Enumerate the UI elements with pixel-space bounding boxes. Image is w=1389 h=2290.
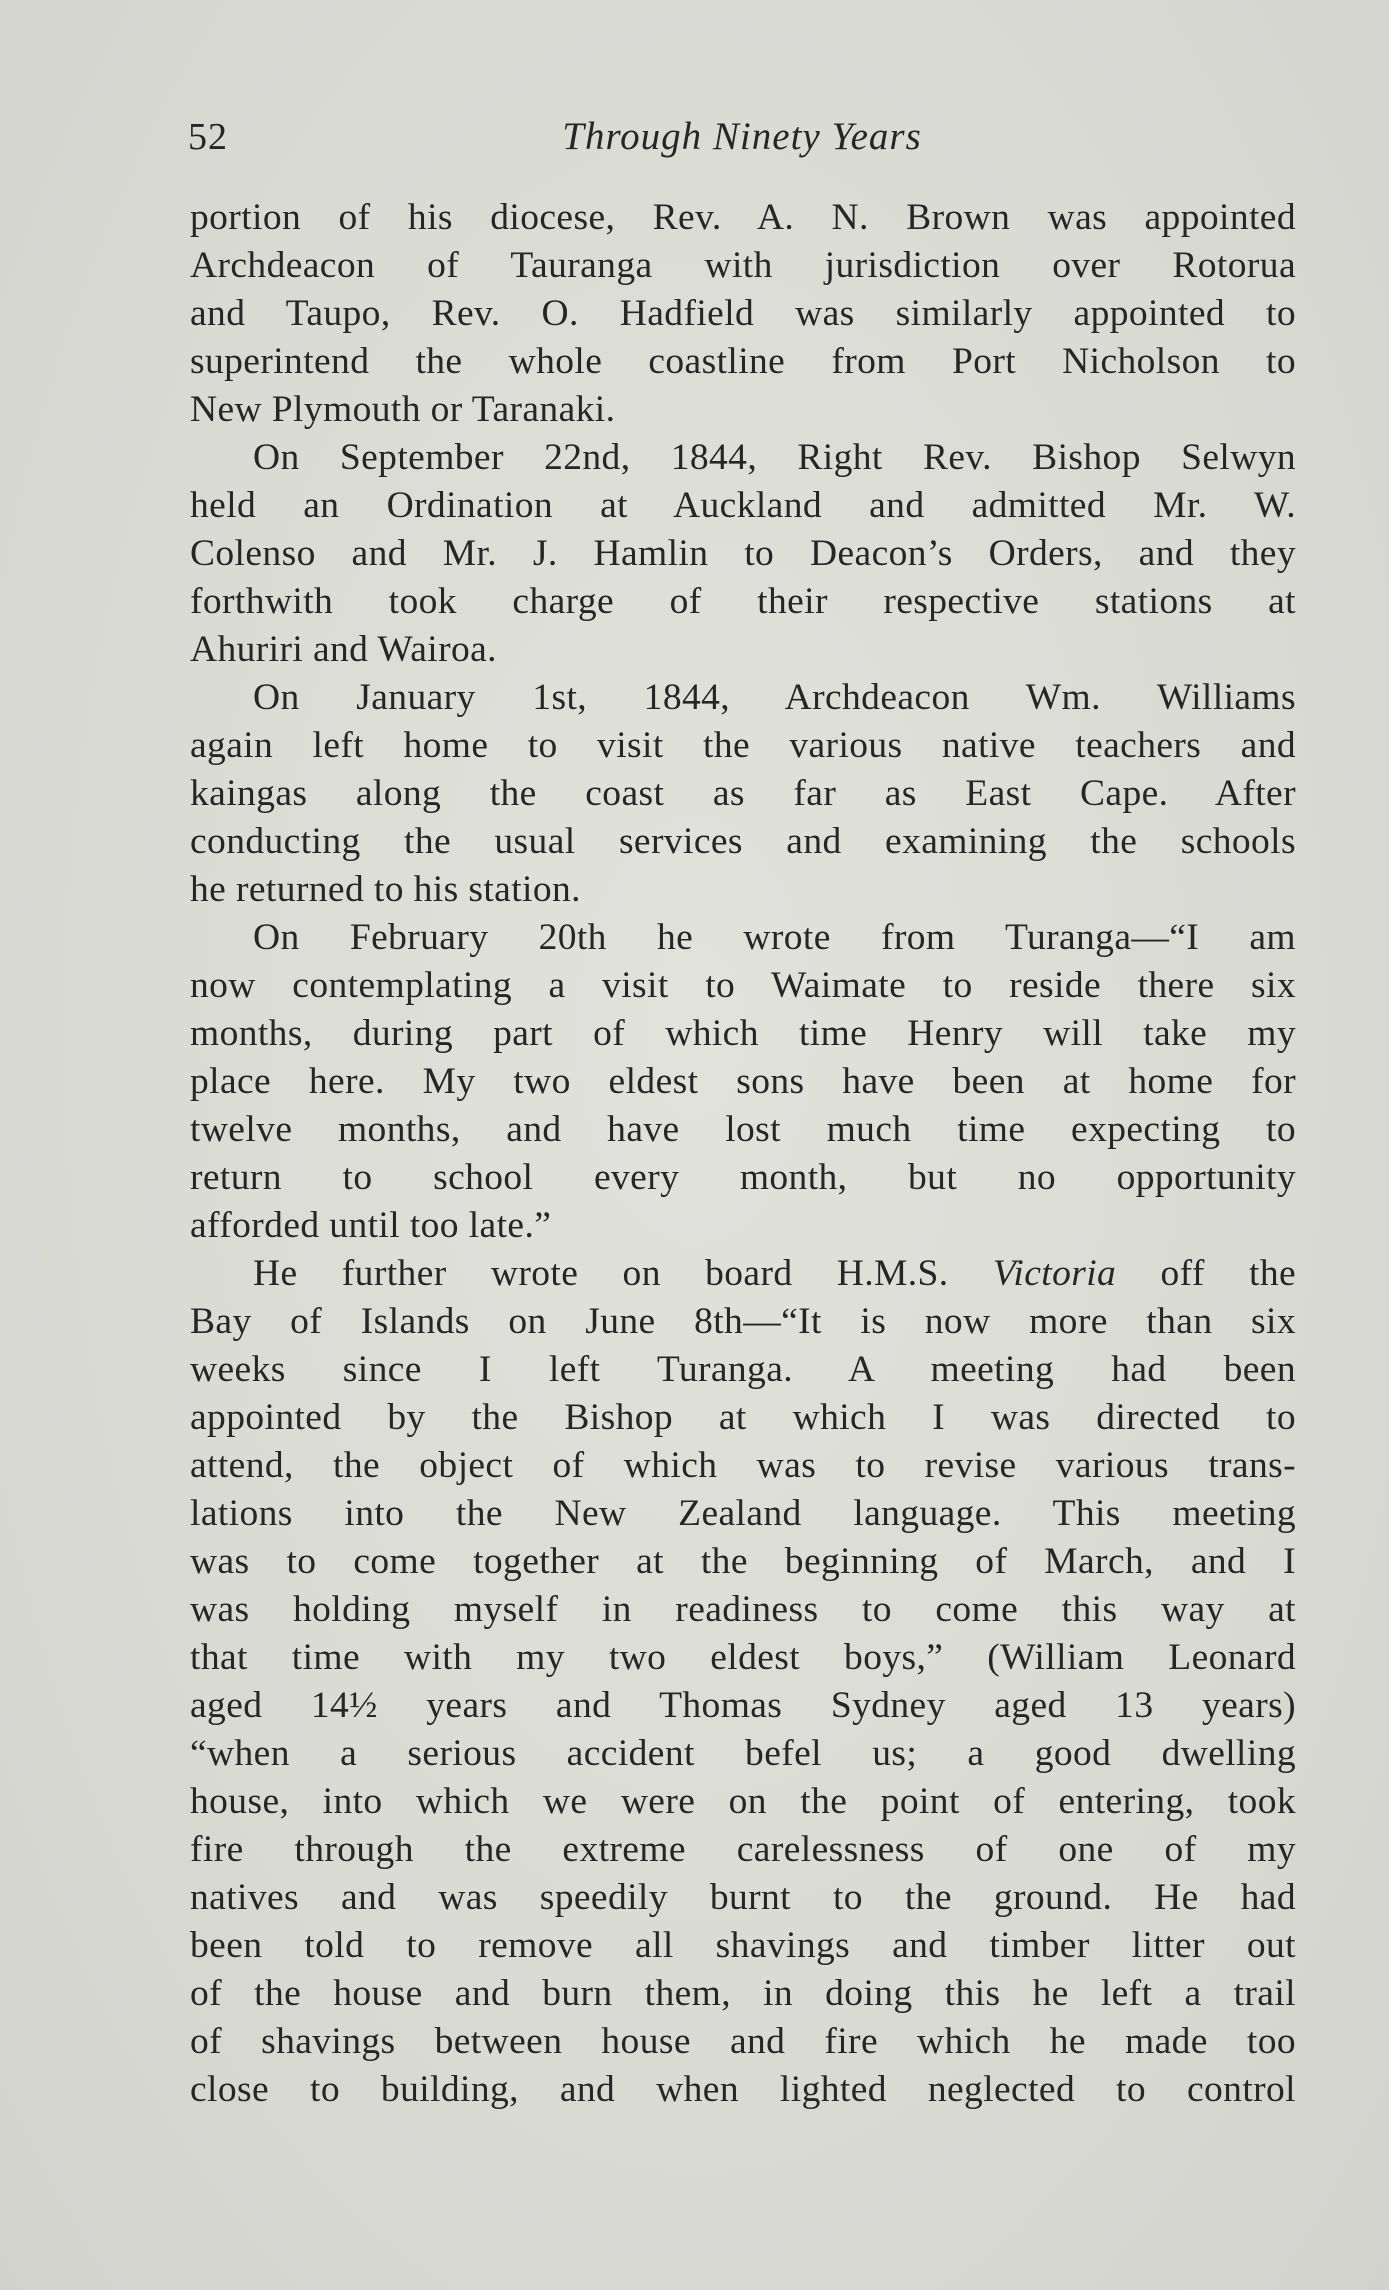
text-line: of shavings between house and fire which he made too [190,2021,1296,2062]
text-line: afforded until too late.” [190,1205,552,1246]
text-line: was holding myself in readiness to come this way at [190,1589,1296,1630]
text-line: Archdeacon of Tauranga with jurisdiction over Rotorua [190,245,1296,286]
text-line: conducting the usual services and examining the schools [190,821,1296,862]
text-line: place here. My two eldest sons have been at home for [190,1061,1296,1102]
text-line: Ahuriri and Wairoa. [190,629,497,670]
text-line: was to come together at the beginning of March, and I [190,1541,1296,1582]
text-line: natives and was speedily burnt to the ground. He had [190,1877,1296,1918]
text-line: aged 14½ years and Thomas Sydney aged 13 years) [190,1685,1296,1726]
text-line: house, into which we were on the point of entering, took [190,1781,1296,1822]
text-line: he returned to his station. [190,869,581,910]
text-line: appointed by the Bishop at which I was directed to [190,1397,1296,1438]
text-line: held an Ordination at Auckland and admitted Mr. W. [190,485,1296,526]
text-line: Colenso and Mr. J. Hamlin to Deacon’s Orders, and they [190,533,1296,574]
running-title: Through Ninety Years [562,115,922,158]
text-line: weeks since I left Turanga. A meeting had been [190,1349,1296,1390]
text-segment: He further wrote on board H.M.S. [253,1253,993,1294]
text-line: again left home to visit the various native teachers and [190,725,1296,766]
text-line: On September 22nd, 1844, Right Rev. Bishop Selwyn [253,437,1296,478]
text-line: Bay of Islands on June 8th—“It is now more than six [190,1301,1296,1342]
text-line: “when a serious accident befel us; a good dwelling [190,1733,1296,1774]
text-line: On January 1st, 1844, Archdeacon Wm. Williams [253,677,1296,718]
text-line: months, during part of which time Henry will take my [190,1013,1296,1054]
text-line: attend, the object of which was to revise various trans- [190,1445,1296,1486]
text-line: close to building, and when lighted neglected to control [190,2069,1296,2110]
text-line: superintend the whole coastline from Port Nicholson to [190,341,1296,382]
page-number: 52 [188,116,228,158]
text-line: kaingas along the coast as far as East Cape. After [190,773,1296,814]
text-line: of the house and burn them, in doing this he left a trail [190,1973,1296,2014]
text-line: return to school every month, but no opportunity [190,1157,1296,1198]
italic-ship-name: Victoria [992,1253,1117,1294]
text-line: forthwith took charge of their respective stations at [190,581,1296,622]
text-line: lations into the New Zealand language. This meeting [190,1493,1296,1534]
text-line: been told to remove all shavings and timber litter out [190,1925,1296,1966]
text-segment: off the [1116,1253,1297,1294]
text-line [190,1250,1296,1298]
text-line: fire through the extreme carelessness of one of my [190,1829,1296,1870]
text-line: now contemplating a visit to Waimate to reside there six [190,965,1296,1006]
text-line: twelve months, and have lost much time expecting to [190,1109,1296,1150]
text-line: portion of his diocese, Rev. A. N. Brown was appointed [190,197,1296,238]
text-line: and Taupo, Rev. O. Hadfield was similarly appointed to [190,293,1296,334]
text-line: New Plymouth or Taranaki. [190,389,616,430]
body-text [190,194,1296,2114]
text-line: On February 20th he wrote from Turanga—“I am [253,917,1296,958]
text-line: that time with my two eldest boys,” (William Leonard [190,1637,1296,1678]
running-header [188,112,1296,162]
